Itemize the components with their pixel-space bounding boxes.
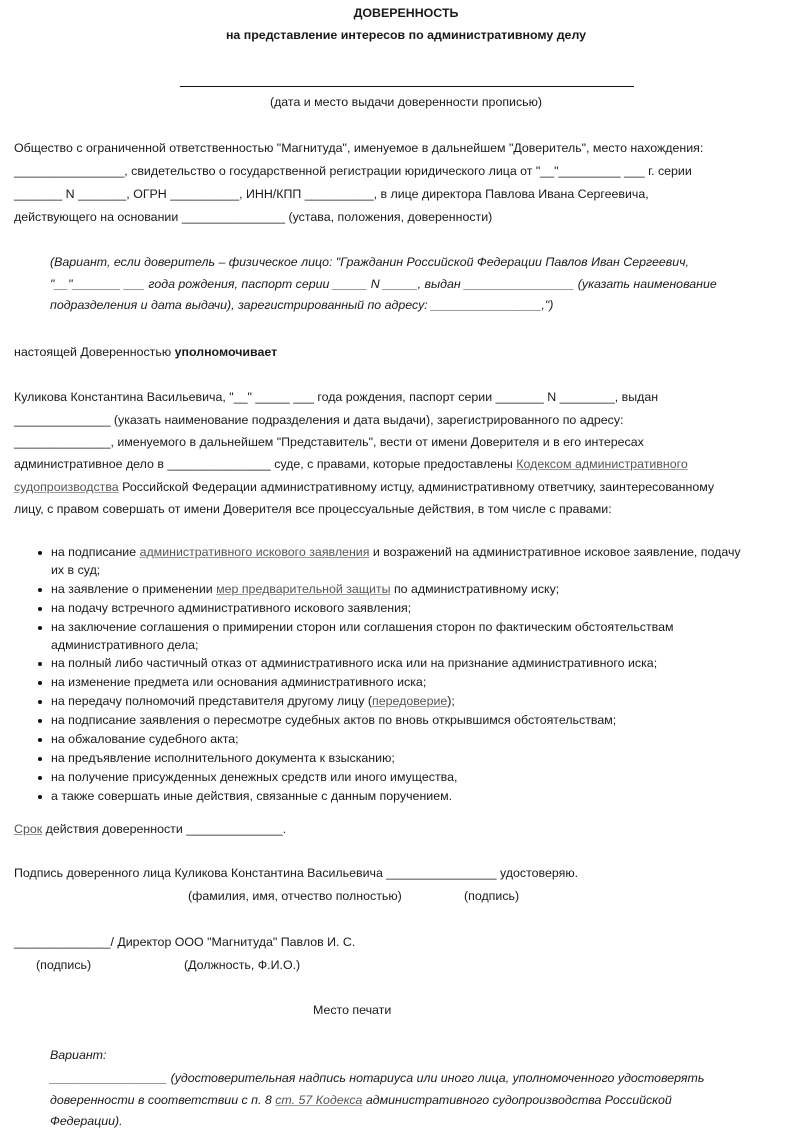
seal-place: Место печати bbox=[313, 1003, 392, 1017]
bullet bbox=[38, 626, 42, 630]
variant-individual-line-2: "__"_______ ___ года рождения, паспорт серии _____ N _____, выдан ________________ (указать наименование bbox=[50, 277, 717, 291]
bullet bbox=[38, 551, 42, 555]
bullet bbox=[38, 719, 42, 723]
right-item-12: а также совершать иные действия, связанные с данным поручением. bbox=[51, 789, 453, 803]
redelegation-link[interactable]: передоверие bbox=[372, 694, 448, 708]
representative-line-4-text: административное дело в _______________ суде, с правами, которые предоставлены bbox=[14, 457, 517, 471]
notary-variant-line-2-text: доверенности в соответствии с п. 8 bbox=[50, 1093, 276, 1107]
bullet bbox=[38, 700, 42, 704]
authorizes-keyword: уполномочивает bbox=[174, 345, 278, 359]
bullet bbox=[38, 795, 42, 799]
bullet bbox=[38, 607, 42, 611]
right-item-6: на изменение предмета или основания административного иска; bbox=[51, 675, 427, 689]
variant-individual-line-1: (Вариант, если доверитель – физическое лицо: "Гражданин Российской Федерации Павлов Иван Сергеевич, bbox=[50, 255, 689, 269]
document-subtitle: на представление интересов по административному делу bbox=[225, 28, 587, 42]
representative-line-3: ______________, именуемого в дальнейшем "Представитель", вести от имени Доверителя и в его интересах bbox=[14, 435, 644, 449]
admin-claim-link[interactable]: административного искового заявления bbox=[139, 545, 370, 559]
authorizes-prefix: настоящей Доверенностью bbox=[14, 345, 175, 359]
right-item-4-cont: административного дела; bbox=[51, 638, 199, 652]
right-item-7 bbox=[51, 694, 455, 709]
right-item-1-text-post: и возражений на административное исковое заявление, подачу bbox=[369, 545, 741, 559]
notary-variant-label: Вариант: bbox=[50, 1048, 107, 1062]
representative-line-5-text: Российской Федерации административному истцу, административному ответчику, заинтересованному bbox=[118, 480, 715, 494]
signature-line: Подпись доверенного лица Куликова Константина Васильевича ________________ удостоверяю. bbox=[14, 866, 579, 880]
right-item-2-text-post: по административному иску; bbox=[390, 582, 560, 596]
representative-line-5 bbox=[14, 480, 714, 495]
code-link[interactable]: Кодексом административного bbox=[516, 457, 688, 471]
right-item-1 bbox=[51, 545, 741, 560]
signature-caption-name: (фамилия, имя, отчество полностью) bbox=[188, 889, 402, 903]
principal-line-4: действующего на основании _______________ (устава, положения, доверенности) bbox=[14, 210, 493, 224]
bullet bbox=[38, 757, 42, 761]
right-item-3: на подачу встречного административного искового заявления; bbox=[51, 601, 412, 615]
right-item-5: на полный либо частичный отказ от административного иска или на признание административного иска; bbox=[51, 656, 658, 670]
signature-caption-sign: (подпись) bbox=[464, 889, 520, 903]
preliminary-protection-link[interactable]: мер предварительной защиты bbox=[216, 582, 391, 596]
variant-individual-line-3: подразделения и дата выдачи), зарегистрированный по адресу: ________________,") bbox=[50, 298, 554, 312]
bullet bbox=[38, 738, 42, 742]
date-caption: (дата и место выдачи доверенности прописью) bbox=[269, 95, 543, 109]
right-item-8: на подписание заявления о пересмотре судебных актов по вновь открывшимся обстоятельствам; bbox=[51, 713, 617, 727]
code-link-continued[interactable]: судопроизводства bbox=[14, 480, 119, 494]
right-item-2 bbox=[51, 582, 559, 597]
right-item-7-text: на передачу полномочий представителя другому лицу ( bbox=[51, 694, 372, 708]
notary-variant-line-3: Федерации). bbox=[50, 1114, 123, 1128]
right-item-7-text-post: ); bbox=[447, 694, 455, 708]
representative-line-4 bbox=[14, 457, 688, 472]
notary-variant-line-2 bbox=[50, 1093, 672, 1108]
principal-line-2: ________________, свидетельство о государственной регистрации юридического лица от "__"_________ ___ г. серии bbox=[14, 164, 692, 178]
date-rule bbox=[180, 86, 634, 87]
bullet bbox=[38, 662, 42, 666]
representative-line-2: ______________ (указать наименование подразделения и дата выдачи), зарегистрированного по адресу: bbox=[14, 413, 624, 427]
bullet bbox=[38, 776, 42, 780]
director-line: ______________/ Директор ООО "Магнитуда" Павлов И. С. bbox=[14, 935, 356, 949]
representative-line-1: Куликова Константина Васильевича, "__" _____ ___ года рождения, паспорт серии _______ N ________, выдан bbox=[14, 390, 659, 404]
right-item-1-text: на подписание bbox=[51, 545, 140, 559]
bullet bbox=[38, 588, 42, 592]
right-item-1-cont: их в суд; bbox=[51, 563, 101, 577]
right-item-2-text: на заявление о применении bbox=[51, 582, 217, 596]
principal-line-1: Общество с ограниченной ответственностью "Магнитуда", именуемое в дальнейшем "Доверитель", место нахождения: bbox=[14, 141, 704, 155]
authorizes-line bbox=[14, 345, 277, 360]
right-item-4: на заключение соглашения о примирении сторон или соглашения сторон по фактическим обстоятельствам bbox=[51, 620, 674, 634]
right-item-10: на предъявление исполнительного документа к взысканию; bbox=[51, 751, 395, 765]
article-57-link[interactable]: ст. 57 Кодекса bbox=[275, 1093, 363, 1107]
principal-line-3: _______ N _______, ОГРН __________, ИНН/КПП __________, в лице директора Павлова Ивана Сергеевича, bbox=[14, 187, 649, 201]
right-item-9: на обжалование судебного акта; bbox=[51, 732, 239, 746]
representative-line-6: лицу, с правом совершать от имени Доверителя все процессуальные действия, в том числе с правами: bbox=[14, 502, 612, 516]
director-caption-sign: (подпись) bbox=[36, 958, 92, 972]
document-title: ДОВЕРЕННОСТЬ bbox=[353, 6, 459, 20]
term-link[interactable]: Срок bbox=[14, 822, 43, 836]
director-caption-position: (Должность, Ф.И.О.) bbox=[184, 958, 301, 972]
term-line bbox=[14, 822, 286, 837]
bullet bbox=[38, 681, 42, 685]
right-item-11: на получение присужденных денежных средств или иного имущества, bbox=[51, 770, 458, 784]
notary-variant-line-2-text-post: административного судопроизводства Российской bbox=[362, 1093, 672, 1107]
term-text: действия доверенности ______________. bbox=[42, 822, 287, 836]
notary-variant-line-1: _________________ (удостоверительная надпись нотариуса или иного лица, уполномоченного удостоверять bbox=[50, 1071, 705, 1085]
